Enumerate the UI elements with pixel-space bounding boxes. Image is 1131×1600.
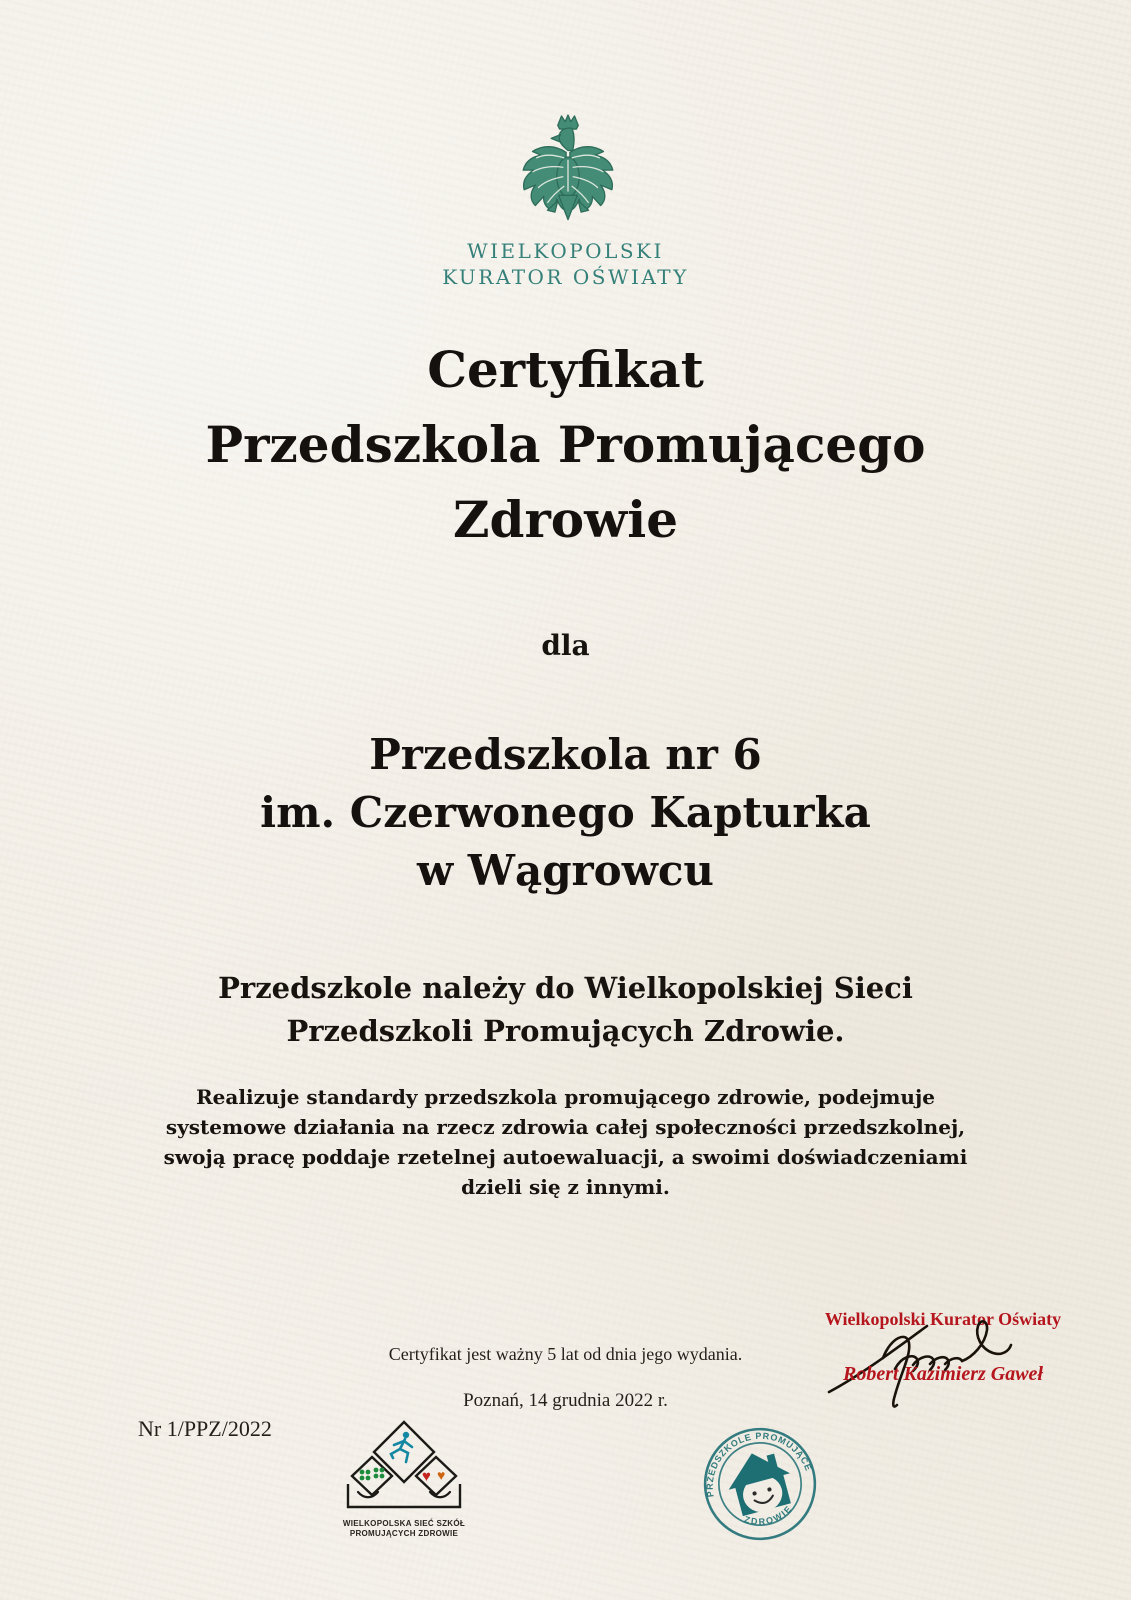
description-line2: systemowe działania na rzecz zdrowia całej społeczności przedszkolnej, bbox=[165, 1115, 966, 1139]
recipient-name-line2: im. Czerwonego Kapturka bbox=[260, 788, 871, 837]
heart-orange-icon: ♥ bbox=[437, 1469, 446, 1484]
title-line3: Zdrowie bbox=[453, 490, 678, 549]
title-line2: Przedszkola Promującego bbox=[205, 415, 926, 474]
validity-note: Certyfikat jest ważny 5 lat od dnia jego wydania. bbox=[388, 1344, 743, 1364]
authority-line1: WIELKOPOLSKI bbox=[467, 239, 664, 263]
description-line1: Realizuje standardy przedszkola promującego zdrowie, podejmuje bbox=[196, 1085, 935, 1109]
issue-place-date: Poznań, 14 grudnia 2022 r. bbox=[463, 1390, 668, 1411]
description-line4: dzieli się z innymi. bbox=[461, 1175, 670, 1199]
issuing-authority bbox=[0, 238, 1131, 290]
certificate-title bbox=[0, 332, 1131, 557]
network-logo bbox=[342, 1418, 466, 1539]
membership-statement bbox=[0, 967, 1131, 1053]
recipient-name bbox=[0, 726, 1131, 900]
certificate-number: Nr 1/PPZ/2022 bbox=[138, 1416, 272, 1441]
polish-eagle-icon bbox=[512, 112, 624, 232]
recipient-name-line1: Przedszkola nr 6 bbox=[369, 730, 762, 779]
network-caption-line1: WIELKOPOLSKA SIEĆ SZKÓŁ bbox=[342, 1519, 466, 1528]
description-line3: swoją pracę poddaje rzetelnej autoewaluacji, a swoimi doświadczeniami bbox=[163, 1145, 968, 1169]
statement-line1: Przedszkole należy do Wielkopolskiej Sieci bbox=[218, 971, 913, 1005]
stamp-text-bottom: ZDROWIE bbox=[743, 1503, 795, 1527]
network-caption-line2: PROMUJĄCYCH ZDROWIE bbox=[349, 1529, 459, 1538]
statement-line2: Przedszkoli Promujących Zdrowie. bbox=[286, 1014, 845, 1048]
recipient-preposition: dla bbox=[541, 629, 590, 662]
authority-line2: KURATOR OŚWIATY bbox=[442, 265, 689, 289]
network-logo-caption bbox=[342, 1519, 466, 1539]
heart-red-icon: ♥ bbox=[422, 1469, 431, 1485]
three-peaks-runner-icon bbox=[342, 1418, 466, 1512]
round-stamp bbox=[687, 1411, 834, 1558]
stamp-text-top: PRZEDSZKOLE PROMUJĄCE bbox=[704, 1430, 814, 1498]
signatory-name: Robert Kazimierz Gaweł bbox=[842, 1363, 1043, 1385]
recipient-name-line3: w Wągrowcu bbox=[417, 846, 714, 895]
signature-block bbox=[818, 1308, 1068, 1385]
standards-description bbox=[0, 1082, 1131, 1202]
smiling-house-stamp-icon bbox=[687, 1411, 834, 1558]
signatory-title: Wielkopolski Kurator Oświaty bbox=[824, 1309, 1062, 1329]
title-line1: Certyfikat bbox=[427, 340, 704, 399]
